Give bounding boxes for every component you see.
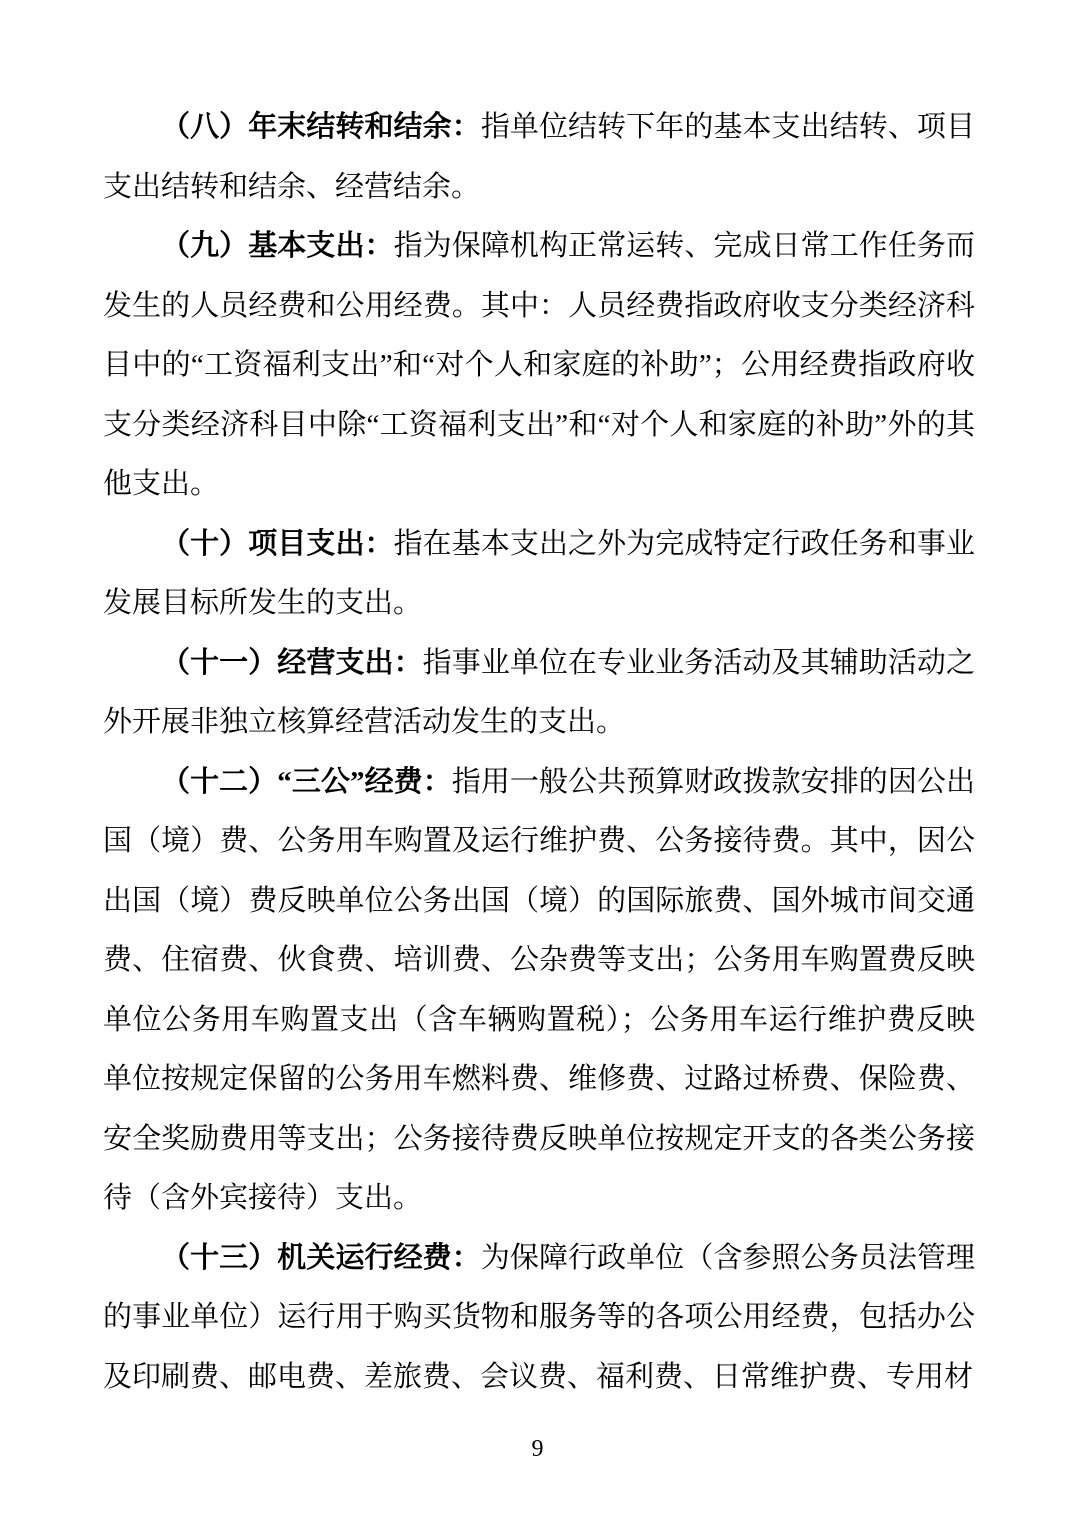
paragraph-item-11: [103, 634, 975, 753]
document-body: [103, 98, 975, 1407]
paragraph-8-lead: （八）年末结转和结余：: [161, 111, 481, 143]
paragraph-item-12: [103, 753, 975, 1229]
paragraph-9-lead: （九）基本支出：: [161, 230, 394, 262]
paragraph-11-body: 指事业单位在专业业务活动及其辅助活动之外开展非独立核算经营活动发生的支出。: [103, 646, 975, 738]
paragraph-11-lead: （十一）经营支出：: [161, 646, 423, 679]
paragraph-item-9: [103, 217, 975, 515]
paragraph-10-lead: （十）项目支出：: [161, 527, 394, 560]
paragraph-12-body: 指用一般公共预算财政拨款安排的因公出国（境）费、公务用车购置及运行维护费、公务接待费。其中，因公出国（境）费反映单位公务出国（境）的国际旅费、国外城市间交通费、住宿费、伙食费、培训费、公杂费等支出；公务用车购置费反映单位公务用车购置支出（含车辆购置税）；公务用车运行维护费反映单位按规定保留的公务用车燃料费、维修费、过路过桥费、保险费、安全奖励费用等支出；公务接待费反映单位按规定开支的各类公务接待（含外宾接待）支出。: [103, 765, 975, 1214]
paragraph-13-body: 为保障行政单位（含参照公务员法管理的事业单位）运行用于购买货物和服务等的各项公用经费，包括办公及印刷费、邮电费、差旅费、会议费、福利费、日常维护费、专用材: [103, 1241, 975, 1393]
paragraph-item-13: [103, 1229, 975, 1408]
paragraph-item-10: [103, 515, 975, 634]
paragraph-10-body: 指在基本支出之外为完成特定行政任务和事业发展目标所发生的支出。: [103, 527, 975, 619]
paragraph-9-body: 指为保障机构正常运转、完成日常工作任务而发生的人员经费和公用经费。其中：人员经费指政府收支分类经济科目中的“工资福利支出”和“对个人和家庭的补助”；公用经费指政府收支分类经济科目中除“工资福利支出”和“对个人和家庭的补助”外的其他支出。: [103, 230, 975, 500]
paragraph-8-body: 指单位结转下年的基本支出结转、项目支出结转和结余、经营结余。: [103, 111, 975, 203]
paragraph-13-lead: （十三）机关运行经费：: [161, 1241, 481, 1274]
page-number: 9: [531, 1436, 544, 1462]
paragraph-item-8: [103, 98, 975, 217]
paragraph-12-lead: （十二）“三公”经费：: [161, 765, 452, 798]
